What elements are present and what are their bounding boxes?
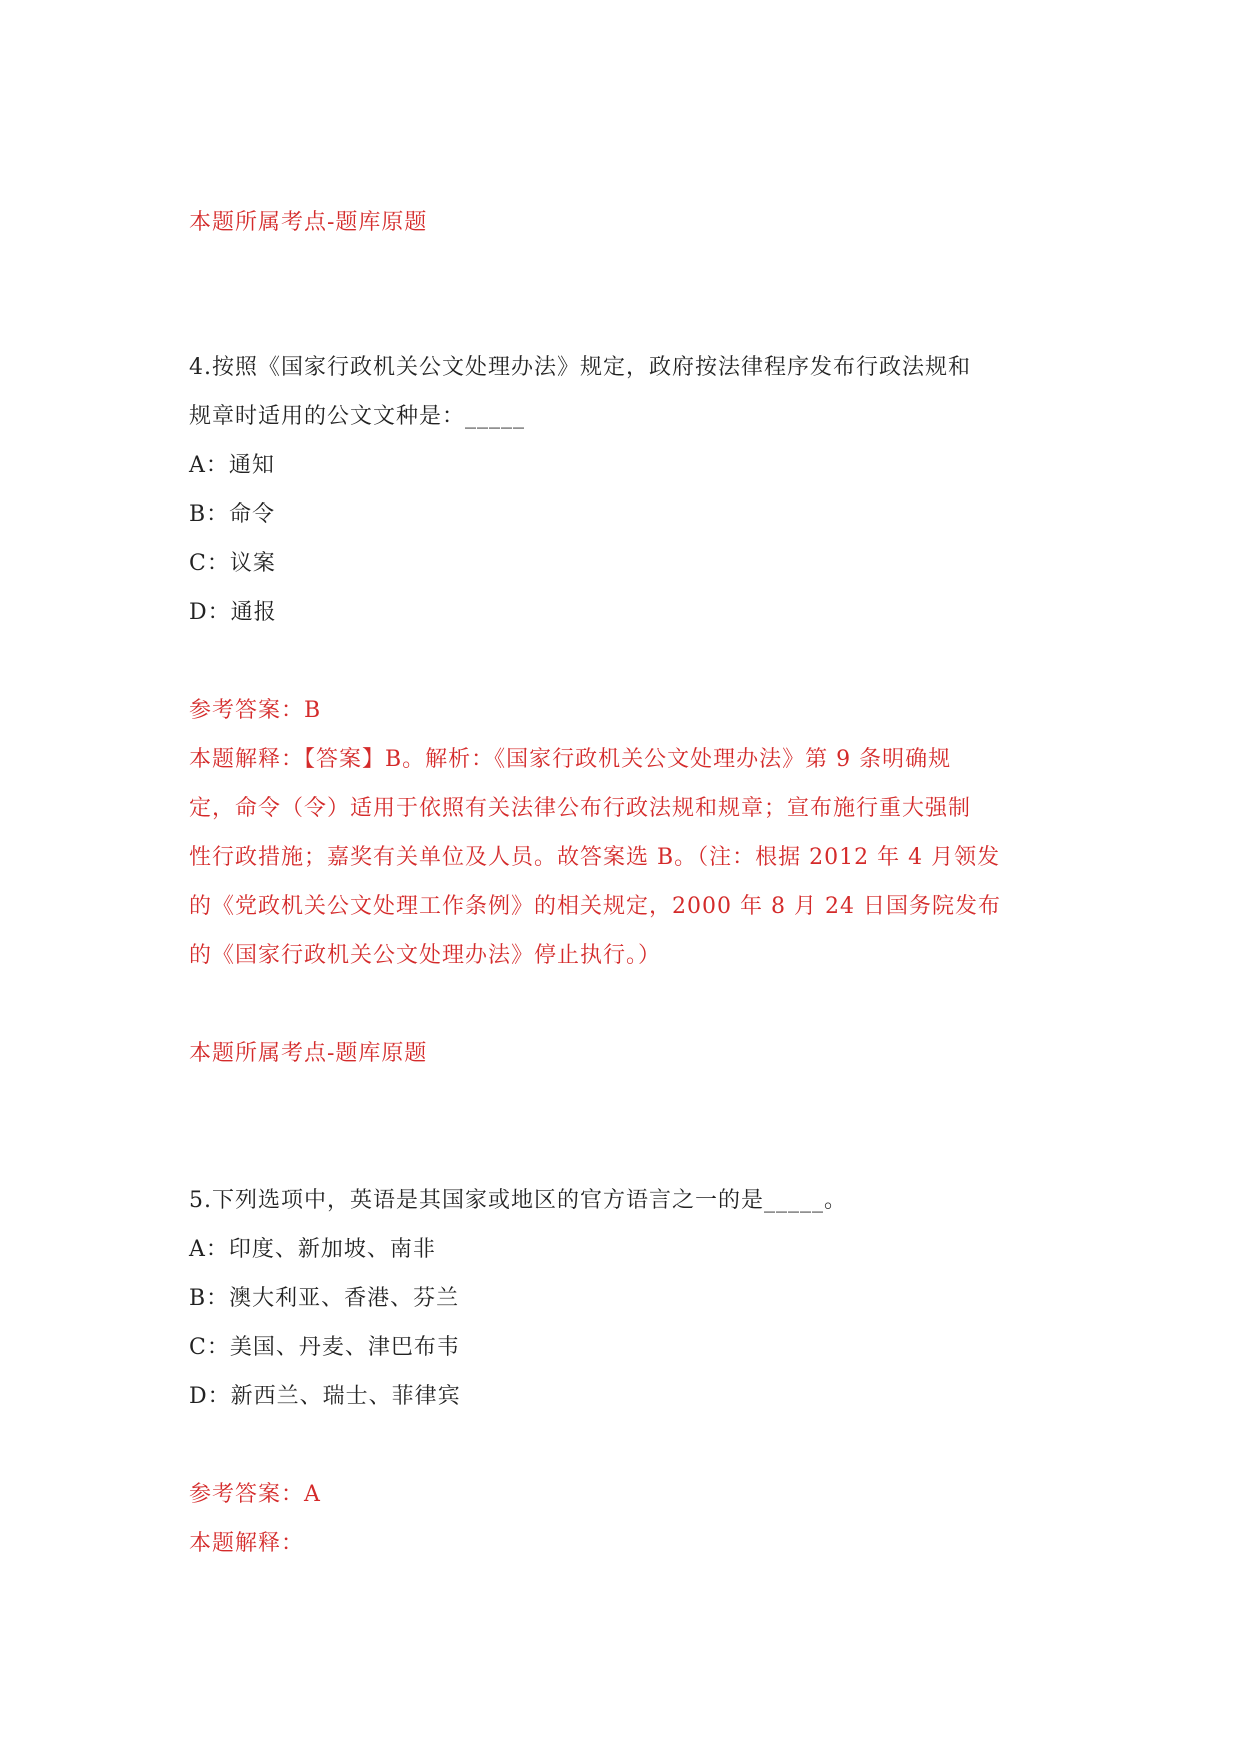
- question4-explanation-line5: 的《国家行政机关公文处理办法》停止执行。）: [189, 943, 662, 968]
- question4-explanation-line1: 本题解释：【答案】B。解析：《国家行政机关公文处理办法》第 9 条明确规: [189, 747, 952, 772]
- question4-option-d: D：通报: [189, 600, 277, 625]
- question4-answer: 参考答案：B: [189, 698, 322, 723]
- question4-stem-line1: 4.按照《国家行政机关公文处理办法》规定，政府按法律程序发布行政法规和: [189, 355, 971, 380]
- topic-label-top: 本题所属考点-题库原题: [189, 210, 428, 235]
- question4-option-b: B：命令: [189, 502, 276, 527]
- question5-option-a: A：印度、新加坡、南非: [189, 1237, 436, 1262]
- question5-explanation: 本题解释：: [189, 1531, 305, 1556]
- question4-option-a: A：通知: [189, 453, 275, 478]
- question5-stem: 5.下列选项中，英语是其国家或地区的官方语言之一的是_____。: [189, 1188, 847, 1213]
- question5-option-d: D：新西兰、瑞士、菲律宾: [189, 1384, 461, 1409]
- question4-explanation-line3: 性行政措施；嘉奖有关单位及人员。故答案选 B。（注：根据 2012 年 4 月领发: [189, 845, 1001, 870]
- question4-stem-line2: 规章时适用的公文文种是：_____: [189, 404, 526, 429]
- question5-answer: 参考答案：A: [189, 1482, 321, 1507]
- question4-explanation-line2: 定，命令（令）适用于依照有关法律公布行政法规和规章；宣布施行重大强制: [189, 796, 972, 821]
- question4-topic-label: 本题所属考点-题库原题: [189, 1041, 428, 1066]
- question5-option-c: C：美国、丹麦、津巴布韦: [189, 1335, 460, 1360]
- question4-option-c: C：议案: [189, 551, 276, 576]
- question4-explanation-line4: 的《党政机关公文处理工作条例》的相关规定，2000 年 8 月 24 日国务院发布: [189, 894, 1001, 919]
- question5-option-b: B：澳大利亚、香港、芬兰: [189, 1286, 460, 1311]
